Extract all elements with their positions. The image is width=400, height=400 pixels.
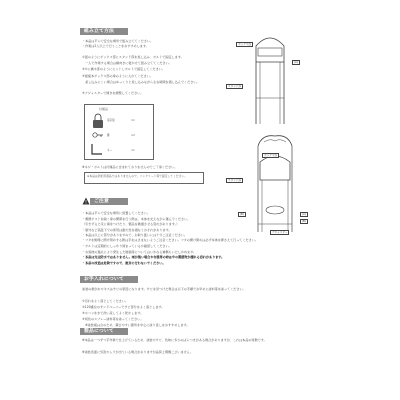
instruction-page xyxy=(80,0,320,400)
part-name: キー xyxy=(107,149,113,152)
caution-line: （引きずると床に傷をつけたり、製品を破損させる恐れがあります。） xyxy=(82,222,180,226)
warning-icon xyxy=(82,197,90,205)
assembly-diagram-bottom xyxy=(250,132,300,238)
parts-box xyxy=(84,104,154,160)
part-name: 南京錠 xyxy=(107,119,115,122)
product-line: ※塗装表面に気泡やムラが出ている場合がありますが品質上問題ございません。 xyxy=(82,350,194,354)
assembly-line: 一人で作業する場合は横向きに寝かせて組み立ててください。 xyxy=(82,61,172,65)
parts-note: ※ネジ・ボルトは付属品に含まれておりませんのでご了承ください。 xyxy=(82,165,178,169)
product-line: ※本品は一つずつ手作業で仕上げているため、塗装やサビ、色味に多少のばらつきがある場合がありますが、これは本品の特徴です。 xyxy=(82,338,267,342)
caution-line: ・本品は平らで安全な場所に設置してください。 xyxy=(82,211,151,215)
care-line: ①汚れをよく落としてください。 xyxy=(82,299,129,303)
assembly-line: ④アジャスターで傾きを調整してください。 xyxy=(82,91,144,95)
parts-title: 付属品 xyxy=(99,107,109,111)
diagram-label-part1: (B) xyxy=(240,213,244,216)
care-line: 塗装の剥がれやキズはサビの原因になります。サビを見つけた場合は以下の手順でお早めに塗料等を塗ってください。 xyxy=(82,287,246,291)
part-qty: ×1 xyxy=(131,119,135,122)
part-name: 鍵 xyxy=(107,134,110,137)
caution-line: ・本品の改造は危険ですので、絶対に行わないでください。 xyxy=(82,261,166,265)
caution-line: ・郵便ポストを除く扉の開閉を行う際は、本体を支えながら運んでください。 xyxy=(82,217,191,221)
caution-line: ・お客様の過失により発生した破損等についてはいかなる補償もいたしかねます。 xyxy=(82,250,197,254)
caution-line: ・ボルトは定期的にしっかり締まっているか確認してください。 xyxy=(82,244,172,248)
key-icon xyxy=(92,131,104,139)
hex-key-icon xyxy=(90,142,104,156)
caution-line: ・屋外など高温下での使用は耐久性を損なうおそれがあります。 xyxy=(82,228,172,232)
assembly-line: ・作業は2人以上で行うことをおすすめします。 xyxy=(82,44,149,48)
diagram-label-stand2: スタンド部 xyxy=(228,179,241,182)
security-note: ※本品は防犯用商品ではありませんので、コンクリート等で固定してください。 xyxy=(87,174,188,178)
security-note-box xyxy=(84,172,204,184)
care-line: ③ホコリを水で洗い流してよく乾かします。 xyxy=(82,311,144,315)
diagram-label-stand: スタンド部 xyxy=(228,85,241,88)
caution-line: ・フタを無理に開け閉めする際は手をはさまないようご注意ください。フタの開け閉めは必ず本体を押さえて行ってください。 xyxy=(82,238,258,242)
assembly-line: ・本品は平らで安全な場所で組み立ててください。 xyxy=(82,39,154,43)
care-title: お手入れについて xyxy=(80,276,138,283)
care-line: ※塗装後は念のため、錆びやすい箇所を中心に塗り直しをおすすめします。 xyxy=(82,323,190,327)
care-line: ④同色のスプレー塗料等を塗ってください。 xyxy=(82,317,144,321)
padlock-icon xyxy=(91,113,105,129)
diagram-label-adjuster: アジャスター xyxy=(272,231,288,234)
assembly-title: 組み立て方法 xyxy=(80,28,128,35)
caution-line: ・本品は完全防水ではありません。雨が強い場合や台風等の時は中の郵便物が濡れる恐れがあります。 xyxy=(82,255,225,259)
assembly-line: ②①に横木部のようにセットしボルトで固定してください。 xyxy=(82,67,165,71)
assembly-line: 差し込みにくい場合はゆっくりと差し込みながら左右時間を通し込んでください。 xyxy=(82,80,200,84)
caution-title: ご注意 xyxy=(90,198,128,205)
part-qty: ×1 xyxy=(131,149,135,152)
svg-text:!: ! xyxy=(84,199,88,205)
part-qty: ×2 xyxy=(131,134,135,137)
assembly-line: ①図のようにポックス部にスタンド部を差し込み、ボルトで固定します。 xyxy=(82,55,184,59)
care-line: ②120番位のサンドペーパーでサビ部分をよく落とします。 xyxy=(82,305,165,309)
diagram-label-box2: ボックス部 xyxy=(264,154,277,157)
assembly-line: ③最後本ポックス部の扉のように入れてください。 xyxy=(82,74,153,78)
diagram-label-part4: (A) xyxy=(302,213,306,216)
diagram-label-bolt-a: (A) xyxy=(294,61,298,64)
caution-line: ・本品は以上に部分がありますので、お取り扱いには十分ご注意ください。 xyxy=(82,233,188,237)
diagram-label-part3: (B) xyxy=(302,220,306,223)
assembly-diagram-top xyxy=(250,28,290,128)
diagram-label-box: ボックス部 xyxy=(238,43,251,46)
product-title: 製品について xyxy=(80,328,128,335)
